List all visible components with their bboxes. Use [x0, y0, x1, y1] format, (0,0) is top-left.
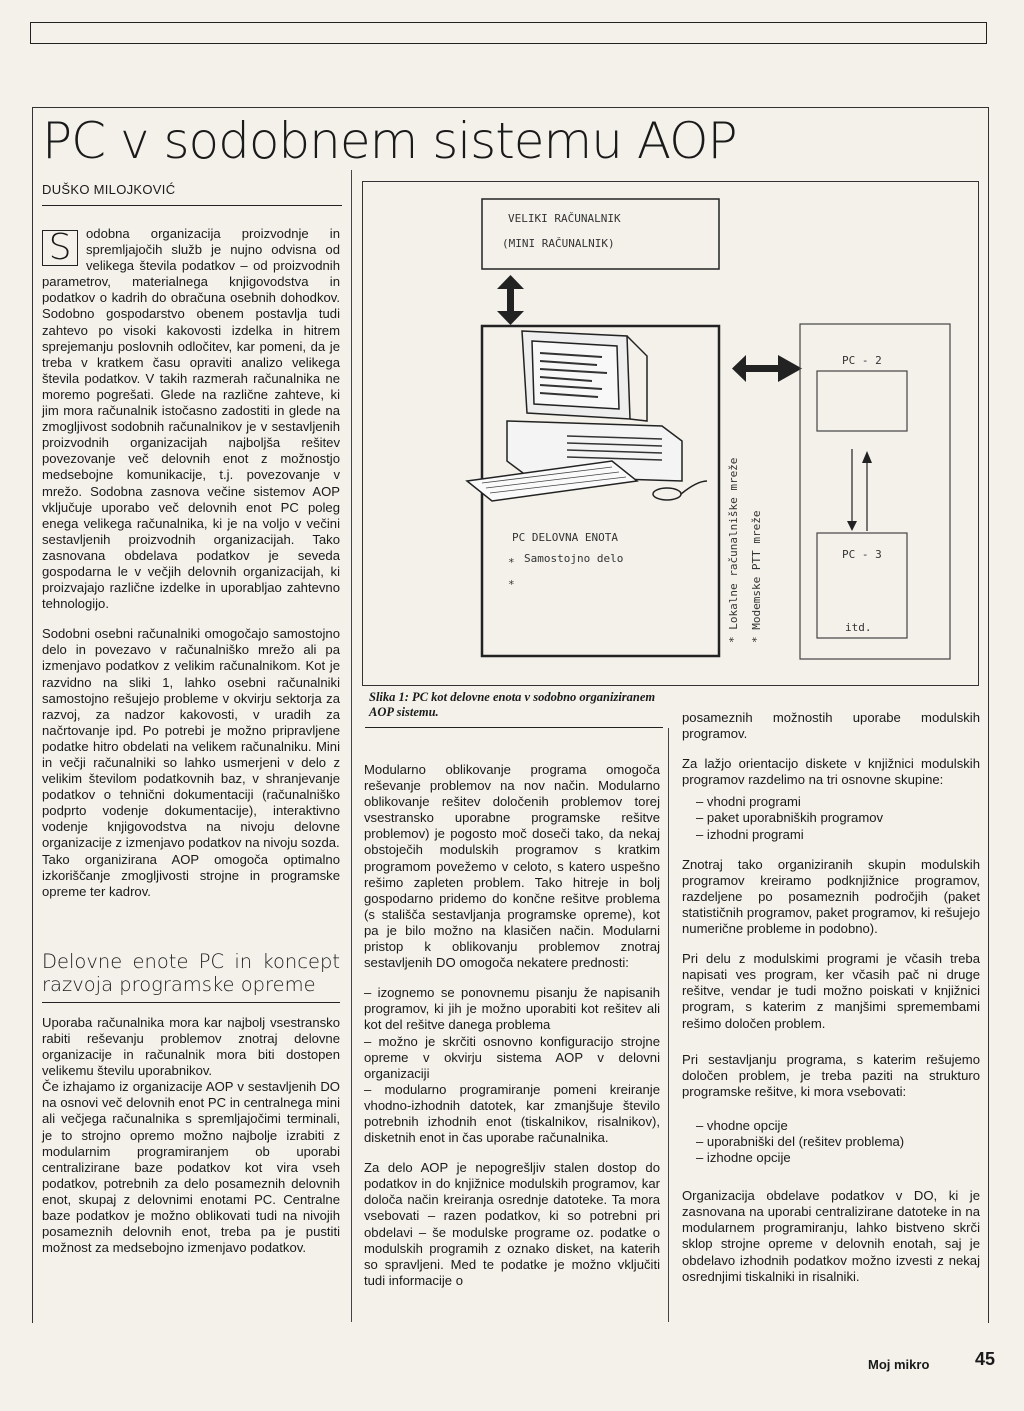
paragraph: Organizacija obdelave podatkov v DO, ki je zasnovana na uporabi centralizirane datoteke in na modularnem programiranju, lahko bistveno skrči sklop strojne opreme v delovnih enotah, saj je obdelavo izhodnih podatkov možno izvesti z nekaj osrednjimi tiskalniki in risalniki. — [682, 1188, 980, 1284]
list-item: – možno je skrčiti osnovno konfiguracijo strojne opreme v okvirju sistema AOP v delovni organizaciji — [364, 1033, 660, 1081]
figure-diagram — [362, 181, 982, 686]
pc-unit-bullet: * — [508, 578, 515, 591]
caption-rule — [365, 727, 663, 728]
mainframe-box — [482, 199, 719, 269]
structure-list — [682, 1118, 980, 1166]
itd-label: itd. — [845, 621, 872, 634]
section-heading: Delovne enote PC in koncept razvoja programske opreme — [42, 949, 340, 996]
column-separator — [351, 170, 352, 1322]
magazine-name: Moj mikro — [868, 1357, 930, 1372]
paragraph: Sodobni osebni računalniki omogočajo samostojno delo in povezavo v računalniško mrežo ali pa izmenjavo podatkov z velikim računalnikom. Kot je razvidno na sliki 1, lahko osebni računalniki samostojno rešujejo probleme v okvirju sektorja za razvoj, za nadzor kakovosti, v uradih za načrtovanje ipd. Po potrebi je možno pripravljene podatke hitro obdelati na velikem računalniku. Mini in večji računalniki so lahko usmerjeni v delo z velikim številom podatkovnih baz, v shranjevanje podatkov o tehnični dokumentaciji (računalniško podprto vodenje dokumentacije), interaktivno vodenje knjigovodstva na nivoju delovne organizacije z izmenjavo podatkov na nivoju sozda. — [42, 626, 340, 851]
mainframe-label-2: (MINI RAČUNALNIK) — [502, 237, 615, 250]
pc-unit-bullet: * — [508, 556, 515, 569]
paragraph: Pri sestavljanju programa, s katerim rešujemo določen problem, je treba paziti na strukturo programske rešitve, ki mora vsebovati: — [682, 1051, 980, 1099]
network-label-1: * Lokalne računalniške mreže — [727, 457, 740, 643]
paragraph: Tako organizirana AOP omogoča optimalno izkoriščanje zmogljivosti strojne in programske opreme ter kadrov. — [42, 851, 340, 899]
list-item: – izhodni programi — [696, 827, 980, 843]
list-item: – paket uporabniških programov — [696, 810, 980, 826]
list-item: – izhodne opcije — [696, 1150, 980, 1166]
top-border-bar — [30, 22, 987, 44]
column-separator — [668, 728, 669, 1322]
mainframe-label-1: VELIKI RAČUNALNIK — [508, 212, 621, 225]
horizontal-arrow-icon — [732, 355, 802, 382]
heading-rule — [42, 1002, 340, 1003]
paragraph: Modularno oblikovanje programa omogoča reševanje problemov na nov način. Modularno oblikovanje rešitev določenih problemov torej vsestransko uporabne programske rešitve problemov) je pogosto moč doseči tako, da nekaj obstoječih modulskih programov s kratkim programom povežemo v celoto, s katero uspešno rešimo zapleten problem. Tako hitreje in bolj gospodarno pridemo do končne rešitve problema (s stališča sestavljanja programske opreme), kot pa je bilo možno na klasičen način. Modularni pristop k oblikovanju problemov znotraj sestavljenih DO omogoča nekatere prednosti: — [364, 762, 660, 971]
paragraph: Uporaba računalnika mora kar najbolj vsestransko rabiti reševanju problemov znotraj delovne organizacije in računalnik mora biti dostopen velikemu številu uporabnikov. — [42, 1014, 340, 1079]
network-box — [800, 324, 950, 659]
pc2-label: PC - 2 — [842, 354, 882, 367]
dropcap: S — [42, 230, 78, 266]
paragraph: Za lažjo orientacijo diskete v knjižnici modulskih programov razdelimo na tri osnovne skupine: — [682, 756, 980, 788]
article-title: PC v sodobnem sistemu AOP — [42, 112, 737, 170]
pc2-box — [817, 371, 907, 431]
pc-unit-label: PC DELOVNA ENOTA — [512, 531, 618, 544]
column-2 — [364, 762, 660, 1289]
computer-illustration — [467, 331, 707, 501]
list-item: – izognemo se ponovnemu pisanju že napisanih programov, ki jih je možno uporabiti kot rešitev ali kot del rešitve danega problema — [364, 985, 660, 1033]
paragraph: Pri delu z modulskimi programi je včasih treba napisati ves program, ker včasih pač ni druge rešitve, vendar je tudi možno poiskati v knjižnici program, s katerim z manjšimi spremembami rešimo določen problem. — [682, 951, 980, 1031]
paragraph: Za delo AOP je nepogrešljiv stalen dostop do podatkov in do knjižnice modulskih programov, kar določa način kreiranja osrednje datoteke. Ta mora vsebovati – razen podatkov, ki so potrebni pri obdelavi – še modulske programe oz. podatke o modulskih programih z oznako disket, na katerih so spravljeni. Med te podatke je možno vključiti tudi informacije o — [364, 1160, 660, 1288]
author-rule — [42, 205, 342, 206]
list-item: – uporabniški del (rešitev problema) — [696, 1134, 980, 1150]
figure-caption: Slika 1: PC kot delovne enota v sodobno organiziranem AOP sistemu. — [369, 690, 656, 719]
input-output-list — [682, 794, 980, 842]
list-item: – vhodne opcije — [696, 1118, 980, 1134]
paragraph: Če izhajamo iz organizacije AOP v sestavljenih DO na osnovi več delovnih enot PC in centralnega mini ali večjega računalnika s spremljajočimi terminali, je to strojno opremo možno najbolje izrabiti z modularnim programiranjem ob uporabi centralizirane baze podatkov kot vira vseh podatkov, potrebnih za delo posameznih delovnih enot, skupaj z delovnimi enotami PC. Centralne baze podatkov je možno oblikovati tudi na nivojih posameznih delovnih enot, treba pa je pustiti možnost za medsebojno izmenjavo podatkov. — [42, 1079, 340, 1256]
pc3-label: PC - 3 — [842, 548, 882, 561]
pc-unit-item: Samostojno delo — [524, 552, 624, 565]
article-author: DUŠKO MILOJKOVIĆ — [42, 182, 176, 197]
network-label-2: * Modemske PTT mreže — [750, 510, 763, 643]
intro-paragraph: S odobna organizacija proizvodnje in spremljajočih služb je nujno odvisna od velikega števila podatkov – od proizvodnih parametrov, materialnega knjigovodstva in podatkov o kadrih do obračuna osebnih dohodkov. Sodobno gospodarstvo obenem postavlja tudi zahtevo po visoki kakovosti izdelka in hitrem sprejemanju poslovnih odločitev, kar pomeni, da je treba v kratkem času opraviti analizo velikega števila podatkov. V takih razmerah računalnika ne moremo pogrešati. Glede na različne zahteve, ki jim mora računalnik istočasno zadostiti in glede na zmogljivost sodobnih računalnikov je v sestavljenih proizvodnih organizacijah najboljša rešitev povezovanje več delovnih enot z možnostjo medsebojne komunikacije, t.j. povezovanje v mrežo. Sodobna zasnova večine sistemov AOP vključuje uporabo več delovnih enot PC poleg enega velikega računalnika, ki je na voljo v večini sestavljenih proizvodnih organizacijah. Tako zasnovana obdelava podatkov je seveda gospodarna le v večjih delovnih organizacijah, ki proizvajajo različne izdelke in uporabljao zahtevno tehnologijo. — [42, 226, 340, 612]
column-1 — [42, 226, 340, 1256]
paragraph: posameznih možnostih uporabe modulskih programov. — [682, 710, 980, 742]
vertical-arrow-icon — [497, 275, 524, 325]
paragraph: Znotraj tako organiziranih skupin modulskih programov kreiramo podknjižnice programov, razdeljene po posameznih področjih (paket statističnih programov, paket programov, ki rešujejo numerične probleme in podobno). — [682, 856, 980, 937]
list-item: – modularno programiranje pomeni kreiranje vhodno-izhodnih datotek, kar zmanjšuje število potrebnih izhodnih enot (tiskalnikov, risalnikov), disketnih enot in čas uporabe računalnika. — [364, 1081, 660, 1146]
page-number: 45 — [975, 1349, 996, 1369]
link-arrow-icon — [847, 449, 872, 531]
column-3 — [682, 710, 980, 1285]
list-item: – vhodni programi — [696, 794, 980, 810]
